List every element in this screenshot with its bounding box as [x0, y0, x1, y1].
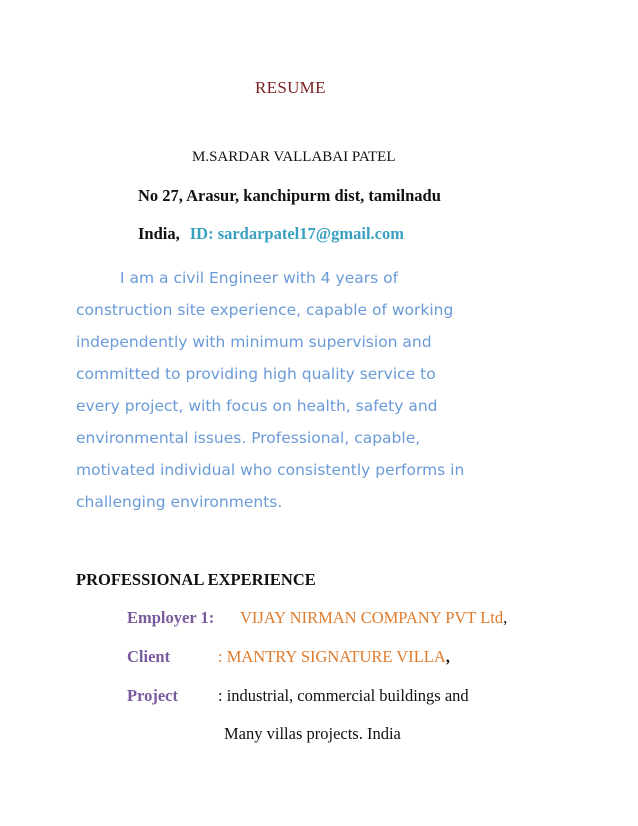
summary-line: environmental issues. Professional, capable, [76, 429, 421, 447]
resume-title: RESUME [255, 78, 326, 97]
employer-name: VIJAY NIRMAN COMPANY PVT Ltd [240, 608, 504, 627]
summary-line: I am a civil Engineer with 4 years of [120, 269, 399, 287]
summary-line: independently with minimum supervision and [76, 333, 432, 351]
employer-comma: , [503, 608, 508, 627]
candidate-name: M.SARDAR VALLABAI PATEL [192, 149, 396, 165]
client-label: Client [127, 647, 171, 666]
project-value-continued: Many villas projects. India [224, 724, 401, 743]
section-heading-experience: PROFESSIONAL EXPERIENCE [76, 570, 316, 589]
summary-line: construction site experience, capable of working [76, 301, 454, 319]
country-text: India, [138, 224, 180, 243]
email-id[interactable]: ID: sardarpatel17@gmail.com [189, 224, 404, 243]
client-comma: , [445, 647, 450, 666]
address-line: No 27, Arasur, kanchipurm dist, tamilnadu [138, 186, 441, 205]
project-label: Project [127, 686, 178, 705]
career-summary [76, 262, 576, 518]
country-line [138, 224, 404, 244]
employer-label: Employer 1: [127, 608, 215, 627]
summary-line: committed to providing high quality service to [76, 365, 436, 383]
summary-line: motivated individual who consistently performs in [76, 461, 465, 479]
summary-line: challenging environments. [76, 493, 283, 511]
client-value [218, 647, 450, 667]
employer-value [240, 608, 507, 628]
summary-line: every project, with focus on health, safety and [76, 397, 438, 415]
project-value: : industrial, commercial buildings and [218, 686, 469, 705]
client-name: : MANTRY SIGNATURE VILLA [218, 647, 446, 666]
